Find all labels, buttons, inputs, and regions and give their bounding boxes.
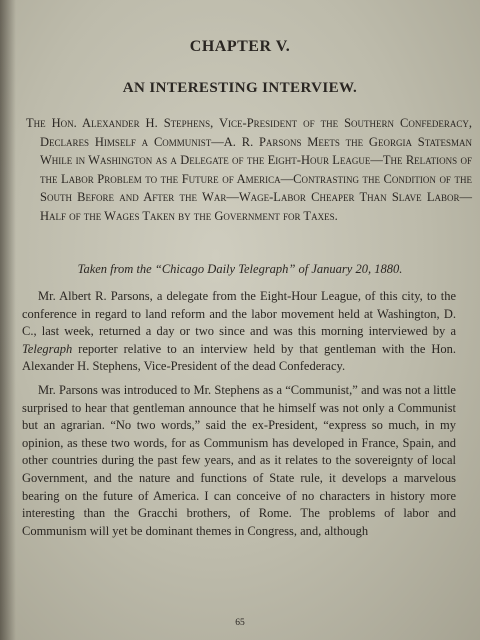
chapter-title: AN INTERESTING INTERVIEW. xyxy=(122,80,358,96)
body-text xyxy=(22,288,456,546)
paragraph-1-before: Mr. Albert R. Parsons, a delegate from the Eight-Hour League, of this city, to the conference in regard to land reform and the labor movement held at Washington, D. C., last week, returned a day or two since and was this morning interviewed by a xyxy=(22,289,456,339)
source-publication: Chicago Daily Telegraph xyxy=(161,262,289,276)
source-line xyxy=(0,262,480,277)
chapter-summary: The Hon. Alexander H. Stephens, Vice-President of the Southern Confederacy, Declares Himself a Communist—A. R. Parsons Meets the Georgia Statesman While in Washington as a Delegate of the Eight-Hour League—The Relations of the Labor Problem to the Future of America—Contrasting the Condition of the South Before and After the War—Wage-Labor Cheaper Than Slave Labor—Half of the Wages Taken by the Government for Taxes. xyxy=(26,116,472,223)
page-number: 65 xyxy=(235,618,245,628)
paragraph-1-after: reporter relative to an interview held by that gentleman with the Hon. Alexander H. Stephens, Vice-President of the dead Confederacy. xyxy=(22,341,456,374)
paragraph-2: Mr. Parsons was introduced to Mr. Stephens as a “Communist,” and was not a little surprised to hear that gentleman announce that he himself was not only a Communist but an agrarian. “No two words,” said the ex-President, “express so much, in my opinion, as these two words, for as Communism has developed in France, Spain, and other countries during the past few years, and as it relates to the sovereignty of local Government, and the nature and functions of State rule, it develops a marvelous bearing on the future of America. I can conceive of no characters in history more interesting than the Gracchi brothers, of Rome. The problems of labor and Communism will yet be dominant themes in Congress, and, although xyxy=(22,382,456,538)
paragraph-1 xyxy=(22,288,456,376)
chapter-heading: CHAPTER V. xyxy=(189,38,291,55)
newspaper-name: Telegraph xyxy=(22,341,73,356)
source-suffix: ” of January 20, 1880. xyxy=(288,262,403,276)
source-prefix: Taken from the “ xyxy=(77,262,162,276)
